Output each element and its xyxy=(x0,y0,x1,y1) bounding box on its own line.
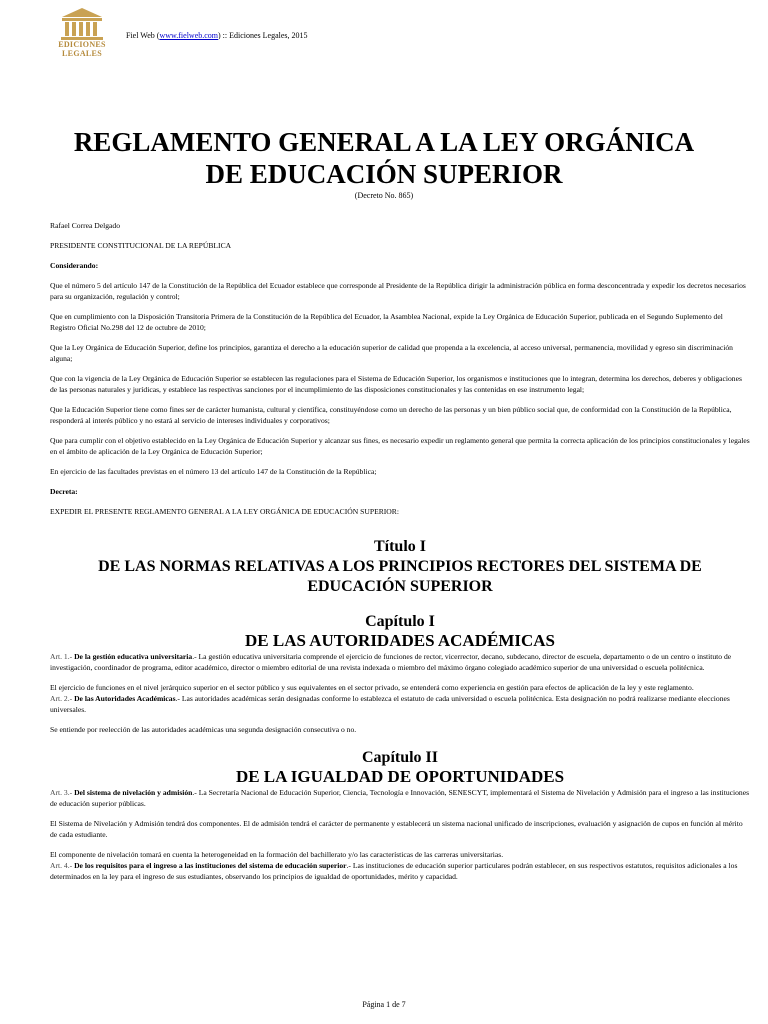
article-3 xyxy=(50,787,750,809)
considerando-paragraph: Que con la vigencia de la Ley Orgánica de Educación Superior se establecen las regulaciones para el Sistema de Educación Superior, los organismos e instituciones que lo integran, determina los derechos, deberes y obligaciones de las personas naturales y jurídicas, y establece las respectivas sanciones por el incumplimiento de las disposiciones constitucionales y las contenidas en ese instrumento legal; xyxy=(50,374,742,394)
article-3-paragraph-3: El componente de nivelación tomará en cuenta la heterogeneidad en la formación del bachillerato y/o las características de las carreras universitarias. xyxy=(50,850,504,859)
article-3-text: .- La Secretaría Nacional de Educación Superior, Ciencia, Tecnología e Innovación, SENESCYT, implementará el Sistema de Nivelación y Admisión para el ingreso a las instituciones de educación superior públicas. xyxy=(50,788,750,808)
article-1-paragraph-2: El ejercicio de funciones en el nivel jerárquico superior en el sector público y sus equivalentes en el sector privado, se entenderá como experiencia en gestión para efectos de aplicación de la ley y este reglamento. xyxy=(50,683,694,692)
article-2-name: De las Autoridades Académicas xyxy=(74,694,176,703)
capitulo2-label: Capítulo II xyxy=(361,749,439,766)
considerando-paragraph: Que para cumplir con el objetivo establecido en la Ley Orgánica de Educación Superior y alcanzar sus fines, es necesario expedir un reglamento general que permita la correcta aplicación de los principios constitucionales y legales en el ámbito de aplicación de la Ley Orgánica de Educación Superior; xyxy=(50,436,750,456)
considerando-paragraph: En ejercicio de las facultades previstas en el número 13 del artículo 147 de la Constitución de la República; xyxy=(50,467,377,476)
article-4-number: Art. 4.- xyxy=(50,861,73,870)
capitulo1-label: Capítulo I xyxy=(365,613,435,630)
titulo-label: Título I xyxy=(373,538,426,555)
article-3-paragraph-2: El Sistema de Nivelación y Admisión tendrá dos componentes. El de admisión tendrá el carácter de permanente y establecerá un sistema nacional unificado de inscripciones, evaluación y asignación de cupos en función al mérito de cada estudiante. xyxy=(50,819,743,839)
considerando-paragraph: Que en cumplimiento con la Disposición Transitoria Primera de la Constitución de la República del Ecuador, la Asamblea Nacional, expide la Ley Orgánica de Educación Superior, publicada en el Segundo Suplemento del Registro Oficial No.298 del 12 de octubre de 2010; xyxy=(50,312,723,332)
footer-page-total: 7 xyxy=(401,1000,406,1009)
article-4 xyxy=(50,860,750,882)
decree-number: (Decreto No. 865) xyxy=(354,191,414,200)
title-line1: REGLAMENTO GENERAL A LA LEY ORGÁNICA xyxy=(73,127,695,157)
capitulo1-name: DE LAS AUTORIDADES ACADÉMICAS xyxy=(244,631,555,650)
titulo-name: DE LAS NORMAS RELATIVAS A LOS PRINCIPIOS RECTORES DEL SISTEMA DE EDUCACIÓN SUPERIOR xyxy=(98,558,702,595)
considerando-paragraph: Que el número 5 del artículo 147 de la Constitución de la República del Ecuador establece que corresponde al Presidente de la República dirigir la administración pública en forma desconcentrada y expedir los decretos necesarios para su organización, regulación y control; xyxy=(50,281,746,301)
title-line2: DE EDUCACIÓN SUPERIOR xyxy=(205,159,563,189)
article-4-text: .- Las instituciones de educación superior particulares podrán establecer, en sus respectivos estatutos, requisitos adicionales a los determinados en la ley para el ingreso de sus estudiantes, observando los principios de igualdad de oportunidades, mérito y capacidad. xyxy=(50,861,738,881)
considerando-paragraph: Que la Ley Orgánica de Educación Superior, define los principios, garantiza el derecho a la educación superior de calidad que propenda a la excelencia, al acceso universal, permanencia, movilidad y egreso sin discriminación alguna; xyxy=(50,343,733,363)
article-3-number: Art. 3.- xyxy=(50,788,73,797)
footer-page-number: 1 xyxy=(386,1000,391,1009)
article-1-name: De la gestión educativa universitaria xyxy=(74,652,193,661)
decreta-label: Decreta: xyxy=(50,487,78,496)
capitulo2-name: DE LA IGUALDAD DE OPORTUNIDADES xyxy=(235,767,565,786)
article-2-number: Art. 2.- xyxy=(50,694,73,703)
article-1-text: .- La gestión educativa universitaria comprende el ejercicio de funciones de rector, vicerrector, decano, subdecano, director de escuela, departamento o de un centro o instituto de investigación, coordinador de programa, editor académico, director o miembro editorial de una revista indexada o miembro del máximo órgano colegiado académico superior de una universidad o escuela politécnica. xyxy=(50,652,732,672)
page-footer xyxy=(0,1000,768,1009)
article-4-name: De los requisitos para el ingreso a las instituciones del sistema de educación superior xyxy=(74,861,347,870)
footer-of-label: de xyxy=(392,1000,400,1009)
footer-page-label: Página xyxy=(362,1000,385,1009)
signer-name: Rafael Correa Delgado xyxy=(50,221,120,230)
logo-text-line2: LEGALES xyxy=(62,49,102,58)
columns-building-icon xyxy=(50,4,114,44)
document-title xyxy=(0,126,768,190)
considerando-paragraph: Que la Educación Superior tiene como fines ser de carácter humanista, cultural y científica, constituyéndose como un derecho de las personas y un bien público social que, de conformidad con la Constitución de la República, responderá al interés público y no estará al servicio de intereses individuales y corporativos; xyxy=(50,405,732,425)
document-body xyxy=(50,220,750,891)
header-suffix: ) :: Ediciones Legales, 2015 xyxy=(218,31,308,40)
logo-text xyxy=(50,40,114,58)
article-2-paragraph-2: Se entiende por reelección de las autoridades académicas una segunda designación consecutiva o no. xyxy=(50,725,357,734)
fielweb-link[interactable]: www.fielweb.com xyxy=(159,31,219,40)
considerando-label: Considerando: xyxy=(50,261,99,270)
article-3-name: Del sistema de nivelación y admisión xyxy=(74,788,193,797)
page-header: Fiel Web (www.fielweb.com) :: Ediciones Legales, 2015 xyxy=(126,31,308,40)
article-2 xyxy=(50,693,750,715)
signer-position: PRESIDENTE CONSTITUCIONAL DE LA REPÚBLICA xyxy=(50,241,232,250)
article-1-number: Art. 1.- xyxy=(50,652,73,661)
logo-text-line1: EDICIONES xyxy=(58,40,106,49)
article-1 xyxy=(50,651,750,673)
article-2-text: .- Las autoridades académicas serán designadas conforme lo establezca el estatuto de cada universidad o escuela politécnica. Esta designación no podrá realizarse mediante elecciones universales. xyxy=(50,694,730,714)
expedir-statement: EXPEDIR EL PRESENTE REGLAMENTO GENERAL A LA LEY ORGÁNICA DE EDUCACIÓN SUPERIOR: xyxy=(50,507,399,516)
